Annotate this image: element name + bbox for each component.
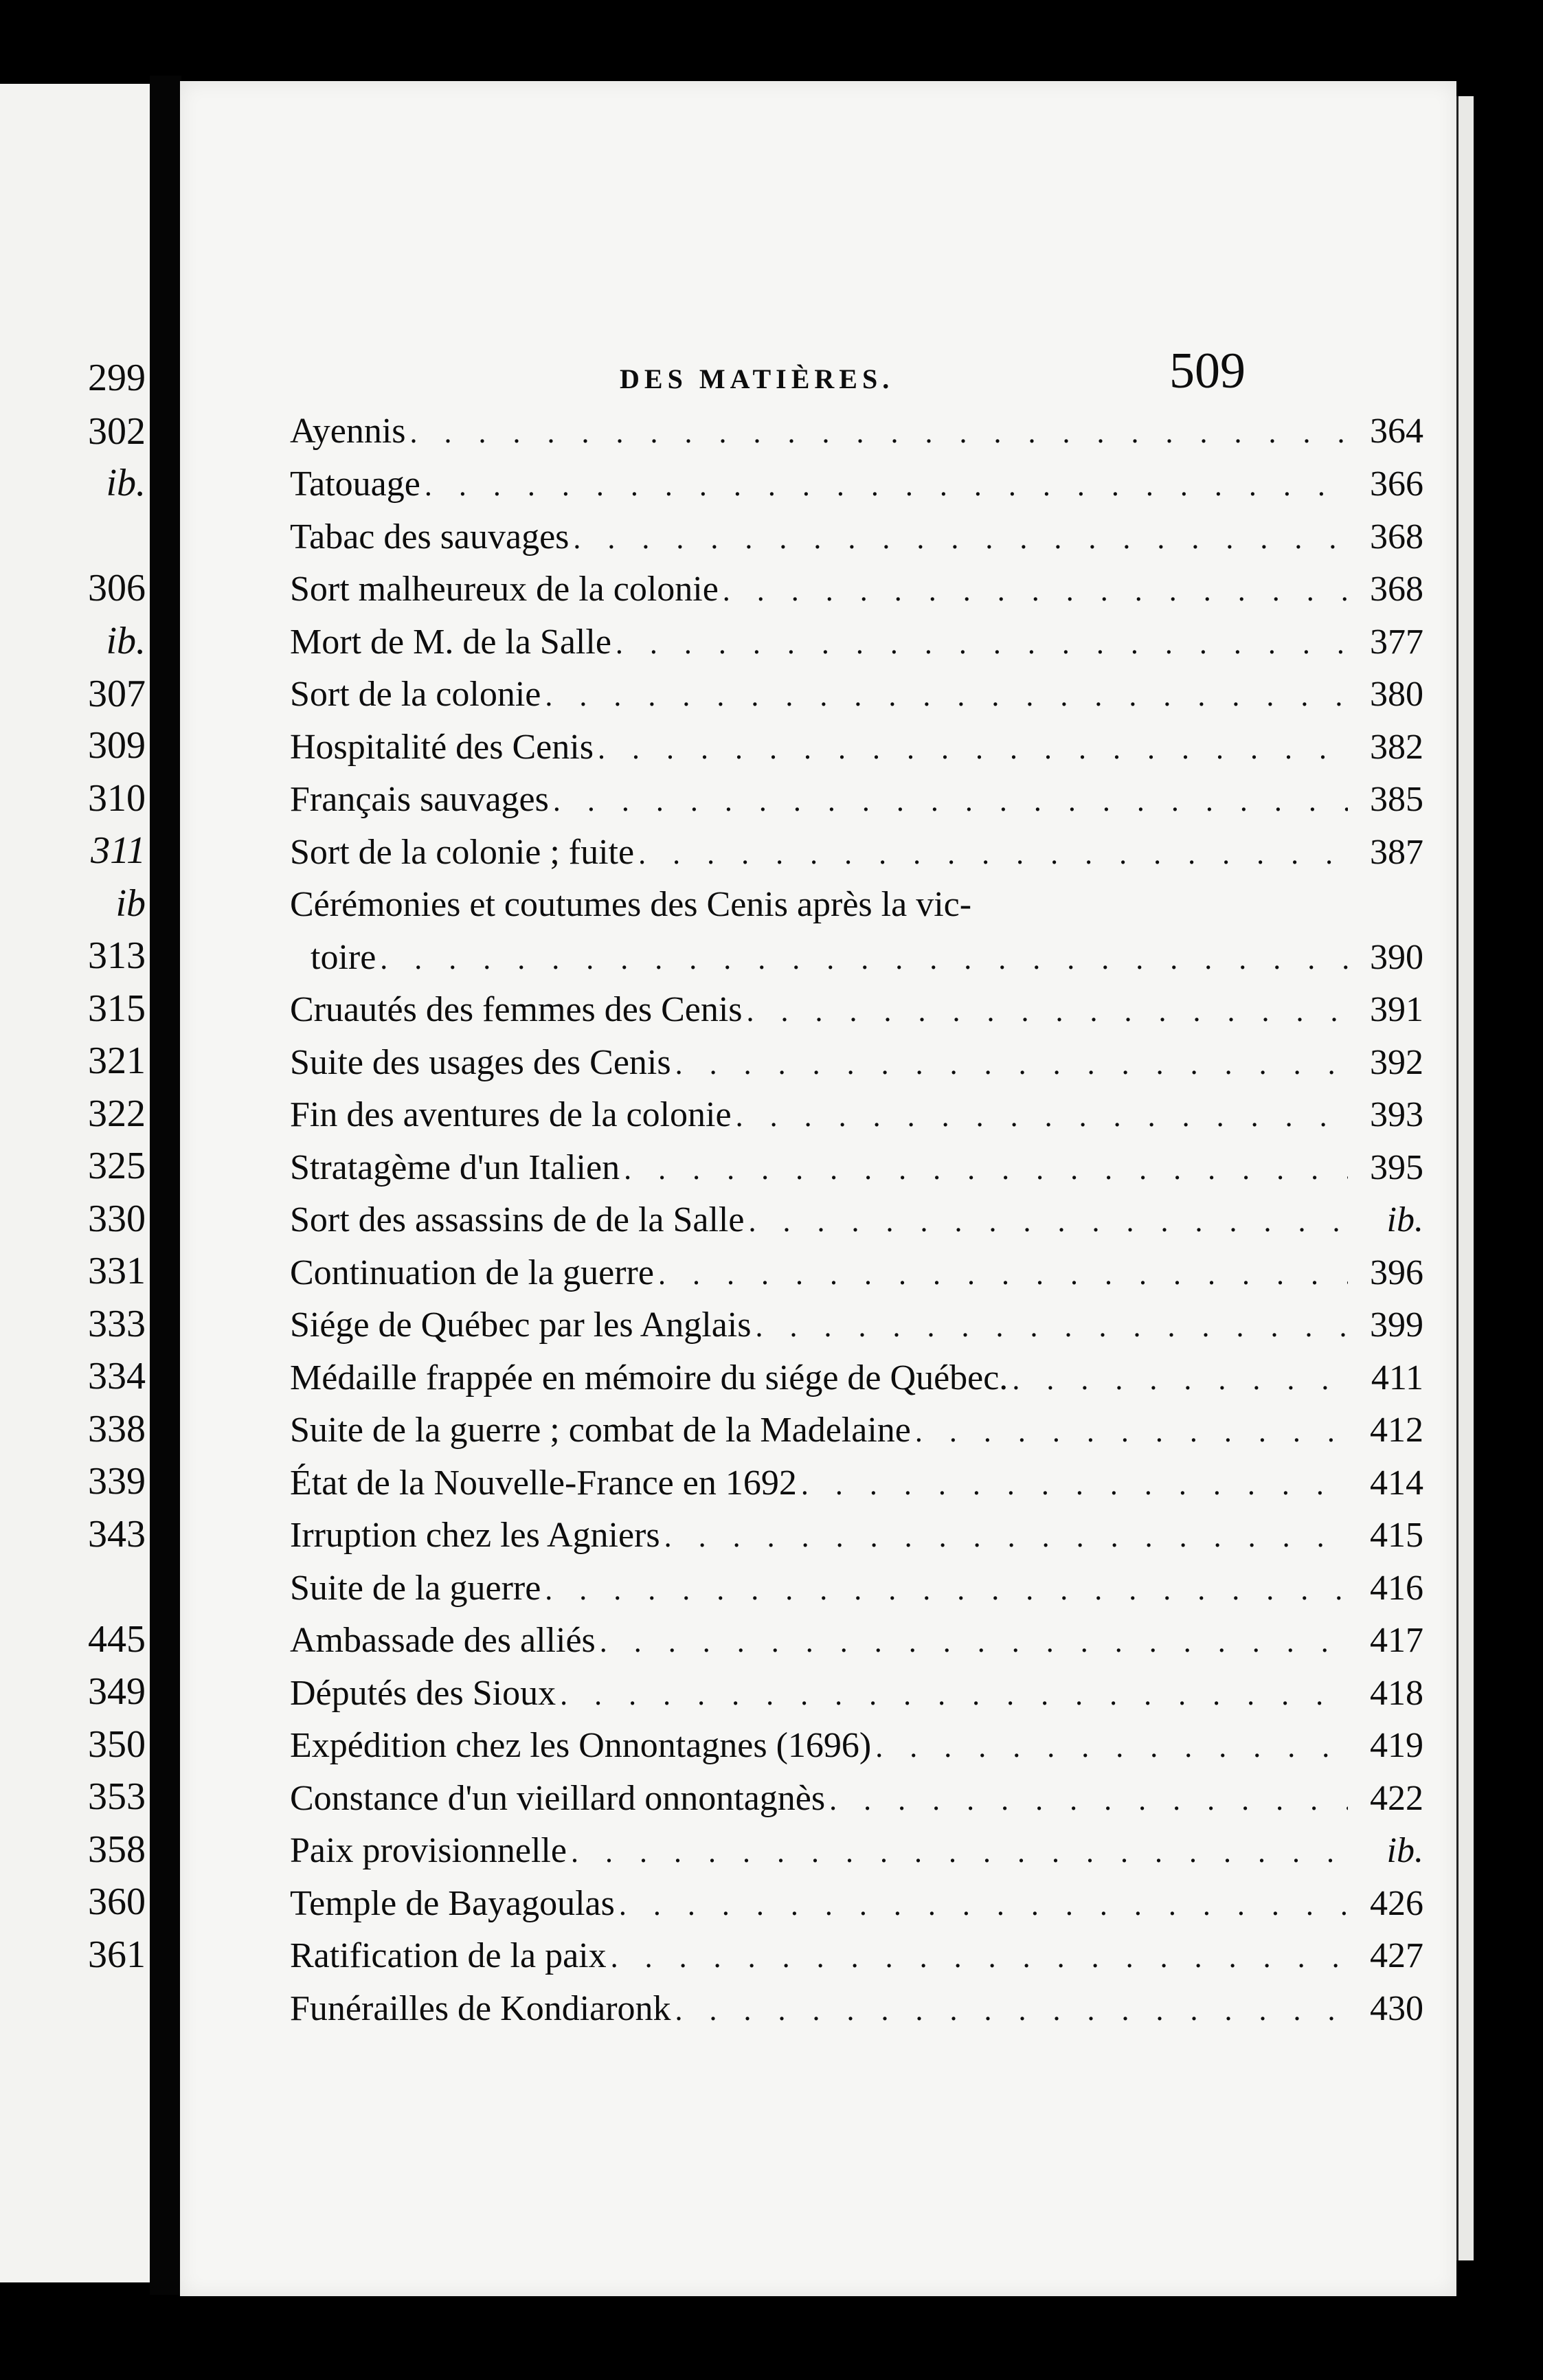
toc-entry-title: Paix provisionnelle [290, 1831, 567, 1870]
left-page-number: 360 [88, 1881, 146, 1923]
toc-entry-page: ib. [1386, 1200, 1423, 1239]
toc-entry-page: 411 [1371, 1358, 1423, 1397]
toc-entry [290, 464, 1423, 512]
toc-entry-title: Suite de la guerre ; combat de la Madelaine [290, 1411, 911, 1450]
toc-entry [290, 622, 1423, 670]
toc-entry-page: 382 [1370, 728, 1423, 767]
toc-entry-page: 380 [1370, 675, 1423, 714]
dot-leader [755, 1309, 1348, 1344]
dot-leader [664, 1519, 1348, 1554]
toc-entry-page: 377 [1370, 622, 1423, 662]
left-page-number: 330 [88, 1198, 146, 1240]
toc-entry-title: Expédition chez les Onnontagnes (1696) [290, 1726, 872, 1765]
toc-entry-page: 395 [1370, 1148, 1423, 1187]
index-page [180, 81, 1456, 2296]
toc-entry [290, 517, 1423, 565]
toc-entry [290, 1410, 1423, 1458]
left-page-number: 322 [88, 1092, 146, 1135]
toc-entry-title: Français sauvages [290, 780, 549, 819]
toc-entry [290, 779, 1423, 827]
dot-leader [675, 1046, 1348, 1081]
toc-entry [290, 1778, 1423, 1826]
toc-entry-title: Députés des Sioux [290, 1674, 556, 1713]
toc-entry-page: 364 [1370, 412, 1423, 451]
dot-leader [611, 1940, 1348, 1975]
toc-entry-title: Irruption chez les Agniers [290, 1516, 660, 1555]
dot-leader [1012, 1362, 1348, 1397]
toc-entry [290, 832, 1423, 880]
left-page-number: 313 [88, 934, 146, 977]
toc-entry [290, 1094, 1423, 1143]
toc-entry-page: 419 [1370, 1726, 1423, 1765]
toc-entry-page: 412 [1370, 1411, 1423, 1450]
left-page-number: 331 [88, 1250, 146, 1292]
toc-entry-page: 399 [1370, 1305, 1423, 1345]
dot-leader [624, 1152, 1348, 1187]
dot-leader [425, 468, 1348, 503]
toc-entry-page: 387 [1370, 833, 1423, 872]
toc-entry [290, 1515, 1423, 1563]
toc-entry-page: 396 [1370, 1253, 1423, 1292]
left-page-number: 334 [88, 1355, 146, 1397]
toc-entry-page: ib. [1386, 1831, 1423, 1870]
toc-entry [290, 1988, 1423, 2036]
toc-entry [290, 1673, 1423, 1721]
dot-leader [658, 1257, 1348, 1292]
toc-entry-title: Funérailles de Kondiaronk [290, 1989, 671, 2028]
toc-entry-title: Tatouage [290, 464, 420, 504]
left-page-number: 349 [88, 1670, 146, 1713]
dot-leader [723, 573, 1348, 608]
left-page-number: ib [115, 882, 146, 925]
dot-leader [748, 1204, 1348, 1239]
toc-entry-title: Sort malheureux de la colonie [290, 570, 719, 609]
left-page-number: 306 [88, 567, 146, 609]
toc-entry-title: Constance d'un vieillard onnontagnès [290, 1779, 826, 1818]
left-page-number: 310 [88, 777, 146, 820]
dot-leader [571, 1834, 1348, 1870]
dot-leader [829, 1782, 1348, 1817]
left-page-number: 311 [91, 829, 146, 872]
left-page-number: ib. [106, 620, 146, 662]
toc-entry [290, 727, 1423, 775]
toc-entry-title: Tabac des sauvages [290, 517, 570, 557]
toc-entry-page: 392 [1370, 1043, 1423, 1082]
toc-entry-title: Médaille frappée en mémoire du siége de Québec. [290, 1358, 1009, 1397]
dot-leader [600, 1624, 1348, 1659]
left-page-number: 445 [88, 1618, 146, 1661]
toc-entry-title: Suite des usages des Cenis [290, 1043, 671, 1082]
toc-entry-page: 390 [1370, 938, 1423, 977]
toc-entry-page: 368 [1370, 570, 1423, 609]
toc-entry [290, 989, 1423, 1037]
page-header [180, 267, 1456, 399]
dot-leader [875, 1729, 1348, 1764]
toc-entry [290, 1200, 1423, 1248]
toc-entry-title: Hospitalité des Cenis [290, 728, 594, 767]
toc-entry-page: 417 [1370, 1621, 1423, 1660]
toc-entry [290, 1830, 1423, 1878]
left-page-number: 321 [88, 1040, 146, 1082]
toc-entry [290, 1147, 1423, 1195]
dot-leader [410, 415, 1348, 450]
left-page-number: 338 [88, 1408, 146, 1450]
toc-entry-title: Fin des aventures de la colonie [290, 1095, 732, 1134]
toc-entry-title: Stratagème d'un Italien [290, 1148, 620, 1187]
toc-entry-page: 414 [1370, 1463, 1423, 1503]
left-page-number: 325 [88, 1145, 146, 1187]
dot-leader [801, 1467, 1348, 1502]
toc-entry-title: Siége de Québec par les Anglais [290, 1305, 752, 1345]
toc-entry-page: 415 [1370, 1516, 1423, 1555]
toc-entry-title: Ayennis [290, 412, 406, 451]
toc-entry-page: 427 [1370, 1936, 1423, 1975]
toc-entry-title: Sort de la colonie [290, 675, 541, 714]
toc-entry [290, 1358, 1423, 1406]
left-page-number: 309 [88, 724, 146, 767]
toc-entry-page: 391 [1370, 990, 1423, 1029]
toc-entry-page: 368 [1370, 517, 1423, 557]
dot-leader [619, 1887, 1348, 1922]
toc-entry-continuation [290, 937, 1423, 985]
toc-entry [290, 1305, 1423, 1353]
toc-entry-title: Ratification de la paix [290, 1936, 607, 1975]
dot-leader [560, 1677, 1348, 1712]
dot-leader [380, 941, 1348, 976]
left-page-number: 333 [88, 1303, 146, 1345]
toc-entry [290, 1935, 1423, 1984]
toc-entry [290, 674, 1423, 722]
toc-entry [290, 1725, 1423, 1773]
left-page-number: 343 [88, 1513, 146, 1556]
dot-leader [638, 836, 1348, 871]
left-page-number: 358 [88, 1828, 146, 1871]
toc-entry-page: 366 [1370, 464, 1423, 504]
dot-leader [573, 521, 1348, 556]
left-page-number: 307 [88, 673, 146, 715]
toc-entry-title: Continuation de la guerre [290, 1253, 654, 1292]
left-page-fragment [0, 84, 150, 2282]
toc-entry-page: 393 [1370, 1095, 1423, 1134]
dot-leader [553, 783, 1348, 818]
dot-leader [736, 1099, 1348, 1134]
left-page-number: 350 [88, 1723, 146, 1766]
left-page-number: 339 [88, 1460, 146, 1503]
left-page-number: 361 [88, 1933, 146, 1976]
toc-entry [290, 1253, 1423, 1301]
left-page-number: 315 [88, 987, 146, 1030]
toc-entry [290, 569, 1423, 617]
toc-entry [290, 411, 1423, 459]
toc-entry-first-line [290, 884, 1423, 932]
toc-entry-title: Ambassade des alliés [290, 1621, 596, 1660]
toc-entry-page: 422 [1370, 1779, 1423, 1818]
toc-entry [290, 1620, 1423, 1668]
page-number: 509 [1169, 343, 1246, 399]
dot-leader [675, 1992, 1348, 2028]
toc-entry-page: 430 [1370, 1989, 1423, 2028]
dot-leader [545, 678, 1348, 713]
left-page-number: ib. [106, 462, 146, 504]
dot-leader [915, 1414, 1348, 1449]
toc-entry-title: Sort de la colonie ; fuite [290, 833, 635, 872]
dot-leader [616, 626, 1348, 661]
toc-entry-title: Temple de Bayagoulas [290, 1884, 615, 1923]
toc-entry-title: toire [311, 938, 376, 977]
toc-entry-title: Cruautés des femmes des Cenis [290, 990, 743, 1029]
toc-entry-title: Cérémonies et coutumes des Cenis après la vic- [290, 885, 972, 924]
dot-leader [747, 993, 1348, 1029]
toc-entry-page: 418 [1370, 1674, 1423, 1713]
book-gutter [150, 76, 181, 2295]
toc-entry [290, 1883, 1423, 1931]
dot-leader [598, 731, 1348, 766]
toc-entry [290, 1463, 1423, 1511]
toc-entry-page: 416 [1370, 1569, 1423, 1608]
toc-entry [290, 1042, 1423, 1090]
running-head: DES MATIÈRES. [620, 363, 894, 394]
left-page-number: 302 [88, 410, 146, 453]
toc-entry [290, 1568, 1423, 1616]
toc-entry-title: Sort des assassins de de la Salle [290, 1200, 745, 1239]
toc-entry-title: État de la Nouvelle-France en 1692 [290, 1463, 797, 1503]
toc-entry-page: 426 [1370, 1884, 1423, 1923]
left-page-number: 353 [88, 1775, 146, 1818]
dot-leader [545, 1572, 1348, 1607]
page-edge [1456, 96, 1474, 2260]
left-page-number: 299 [88, 357, 146, 399]
toc-entry-page: 385 [1370, 780, 1423, 819]
toc-entry-title: Mort de M. de la Salle [290, 622, 611, 662]
toc-entry-title: Suite de la guerre [290, 1569, 541, 1608]
